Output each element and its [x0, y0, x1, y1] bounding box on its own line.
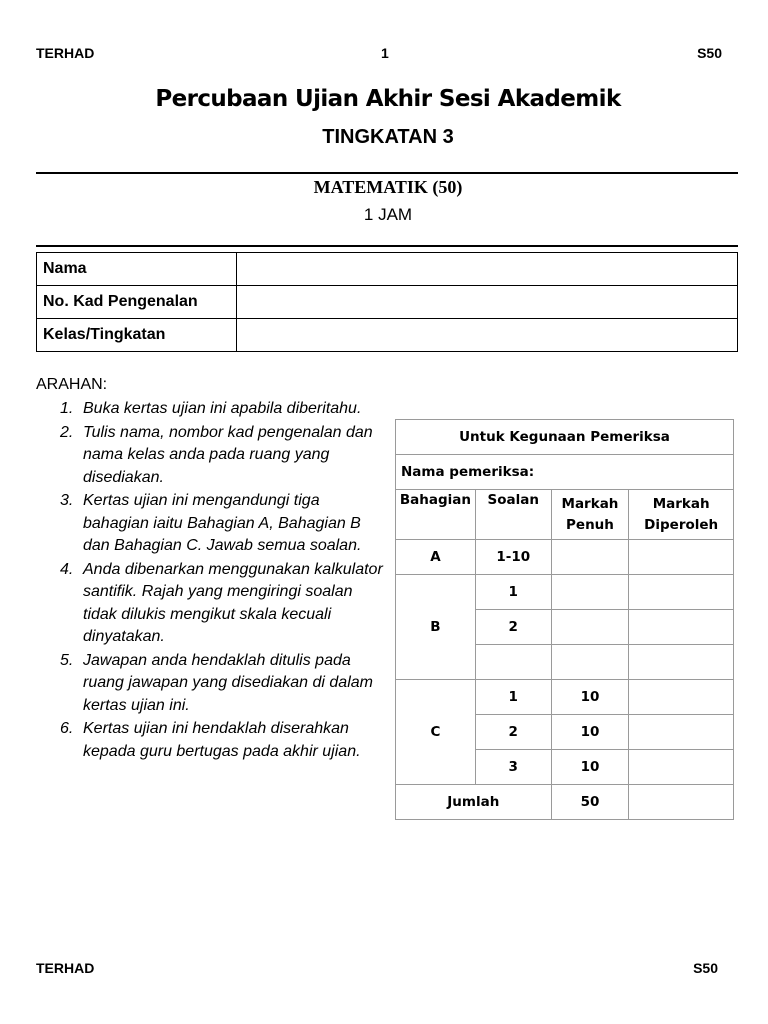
examiner-table-title-row: [396, 420, 734, 455]
section-b-label: B: [396, 575, 476, 680]
section-c-question: 2: [475, 715, 551, 750]
subject-title: MATEMATIK (50): [313, 177, 463, 197]
section-a-full-marks: [551, 540, 629, 575]
info-label-ic: No. Kad Pengenalan: [37, 286, 237, 319]
section-c-obtained-marks[interactable]: [629, 715, 734, 750]
instructions-list: [36, 398, 386, 764]
section-b-obtained-marks[interactable]: [629, 645, 734, 680]
col-header-obtained-line1: Markah: [652, 495, 710, 512]
section-c-full-marks: 10: [551, 715, 629, 750]
info-field-class[interactable]: [237, 319, 738, 352]
instruction-item: [36, 490, 386, 558]
section-c-full-marks: 10: [551, 750, 629, 785]
table-row-total: [396, 785, 734, 820]
info-row-ic: [37, 286, 738, 319]
section-b-full-marks: [551, 645, 629, 680]
section-c-label: C: [396, 680, 476, 785]
instructions-heading: ARAHAN:: [36, 376, 108, 393]
section-a-label: A: [396, 540, 476, 575]
total-obtained-marks[interactable]: [629, 785, 734, 820]
instruction-item: [36, 422, 386, 490]
page-number: 1: [381, 45, 389, 61]
instruction-number: 2.: [60, 423, 74, 441]
footer-subject-code: S50: [693, 960, 718, 976]
section-c-question: 1: [475, 680, 551, 715]
table-row-section-b-1: [396, 575, 734, 610]
examiner-header-row: [396, 490, 734, 540]
section-b-question: 1: [475, 575, 551, 610]
instruction-number: 3.: [60, 492, 74, 509]
instruction-number: 1.: [60, 400, 74, 417]
instruction-number: 5.: [60, 651, 74, 669]
col-header-section: Bahagian: [396, 490, 476, 540]
instruction-item: [36, 559, 386, 649]
exam-form-level: TINGKATAN 3: [322, 126, 454, 148]
section-c-obtained-marks[interactable]: [629, 750, 734, 785]
col-header-full-marks-line2: Penuh: [566, 516, 614, 533]
section-c-full-marks: 10: [551, 680, 629, 715]
table-row-section-a: [396, 540, 734, 575]
divider-top: [36, 172, 738, 174]
info-row-class: [37, 319, 738, 352]
exam-duration: 1 JAM: [363, 205, 413, 224]
section-a-obtained-marks[interactable]: [629, 540, 734, 575]
section-b-question: [475, 645, 551, 680]
info-field-name[interactable]: [237, 253, 738, 286]
instruction-item: [36, 718, 386, 763]
examiner-name-field[interactable]: Nama pemeriksa:: [396, 455, 734, 490]
instruction-text: Kertas ujian ini hendaklah diserahkan kepada guru bertugas pada akhir ujian.: [83, 720, 361, 760]
col-header-question: Soalan: [475, 490, 551, 540]
divider-bottom: [36, 245, 738, 247]
info-label-name: Nama: [37, 253, 237, 286]
info-label-class: Kelas/Tingkatan: [37, 319, 237, 352]
examiner-name-row: [396, 455, 734, 490]
instruction-text: Jawapan anda hendaklah ditulis pada ruang jawapan yang disediakan di dalam kertas ujian ini.: [83, 651, 373, 714]
table-row-section-c-1: [396, 680, 734, 715]
candidate-info-table: [36, 252, 738, 352]
section-b-obtained-marks[interactable]: [629, 610, 734, 645]
instruction-text: Tulis nama, nombor kad pengenalan dan nama kelas anda pada ruang yang disediakan.: [83, 423, 373, 486]
header-subject-code: S50: [697, 45, 722, 61]
instruction-text: Buka kertas ujian ini apabila diberitahu.: [83, 400, 362, 417]
section-b-full-marks: [551, 610, 629, 645]
section-c-question: 3: [475, 750, 551, 785]
exam-title: Percubaan Ujian Akhir Sesi Akademik: [155, 86, 621, 112]
section-b-full-marks: [551, 575, 629, 610]
section-a-question: 1-10: [475, 540, 551, 575]
section-c-obtained-marks[interactable]: [629, 680, 734, 715]
header-restricted-label: TERHAD: [36, 45, 95, 61]
examiner-table: [395, 419, 734, 820]
instruction-text: Kertas ujian ini mengandungi tiga bahagian iaitu Bahagian A, Bahagian B dan Bahagian C. Jawab semua soalan.: [83, 492, 362, 554]
col-header-full-marks: [551, 490, 629, 540]
section-b-obtained-marks[interactable]: [629, 575, 734, 610]
section-b-question: 2: [475, 610, 551, 645]
instruction-number: 4.: [60, 560, 74, 578]
info-row-name: [37, 253, 738, 286]
total-full-marks: 50: [551, 785, 629, 820]
footer-restricted-label: TERHAD: [36, 960, 95, 976]
info-field-ic[interactable]: [237, 286, 738, 319]
col-header-full-marks-line1: Markah: [561, 495, 619, 512]
examiner-table-title: Untuk Kegunaan Pemeriksa: [396, 420, 734, 455]
total-label: Jumlah: [396, 785, 552, 820]
instruction-text: Anda dibenarkan menggunakan kalkulator santifik. Rajah yang mengiringi soalan tidak dilukis mengikut skala kecuali dinyatakan.: [83, 560, 383, 645]
col-header-obtained-marks: [629, 490, 734, 540]
instruction-item: [36, 398, 386, 421]
col-header-obtained-line2: Diperoleh: [644, 516, 719, 533]
instruction-item: [36, 650, 386, 718]
instruction-number: 6.: [60, 720, 74, 737]
